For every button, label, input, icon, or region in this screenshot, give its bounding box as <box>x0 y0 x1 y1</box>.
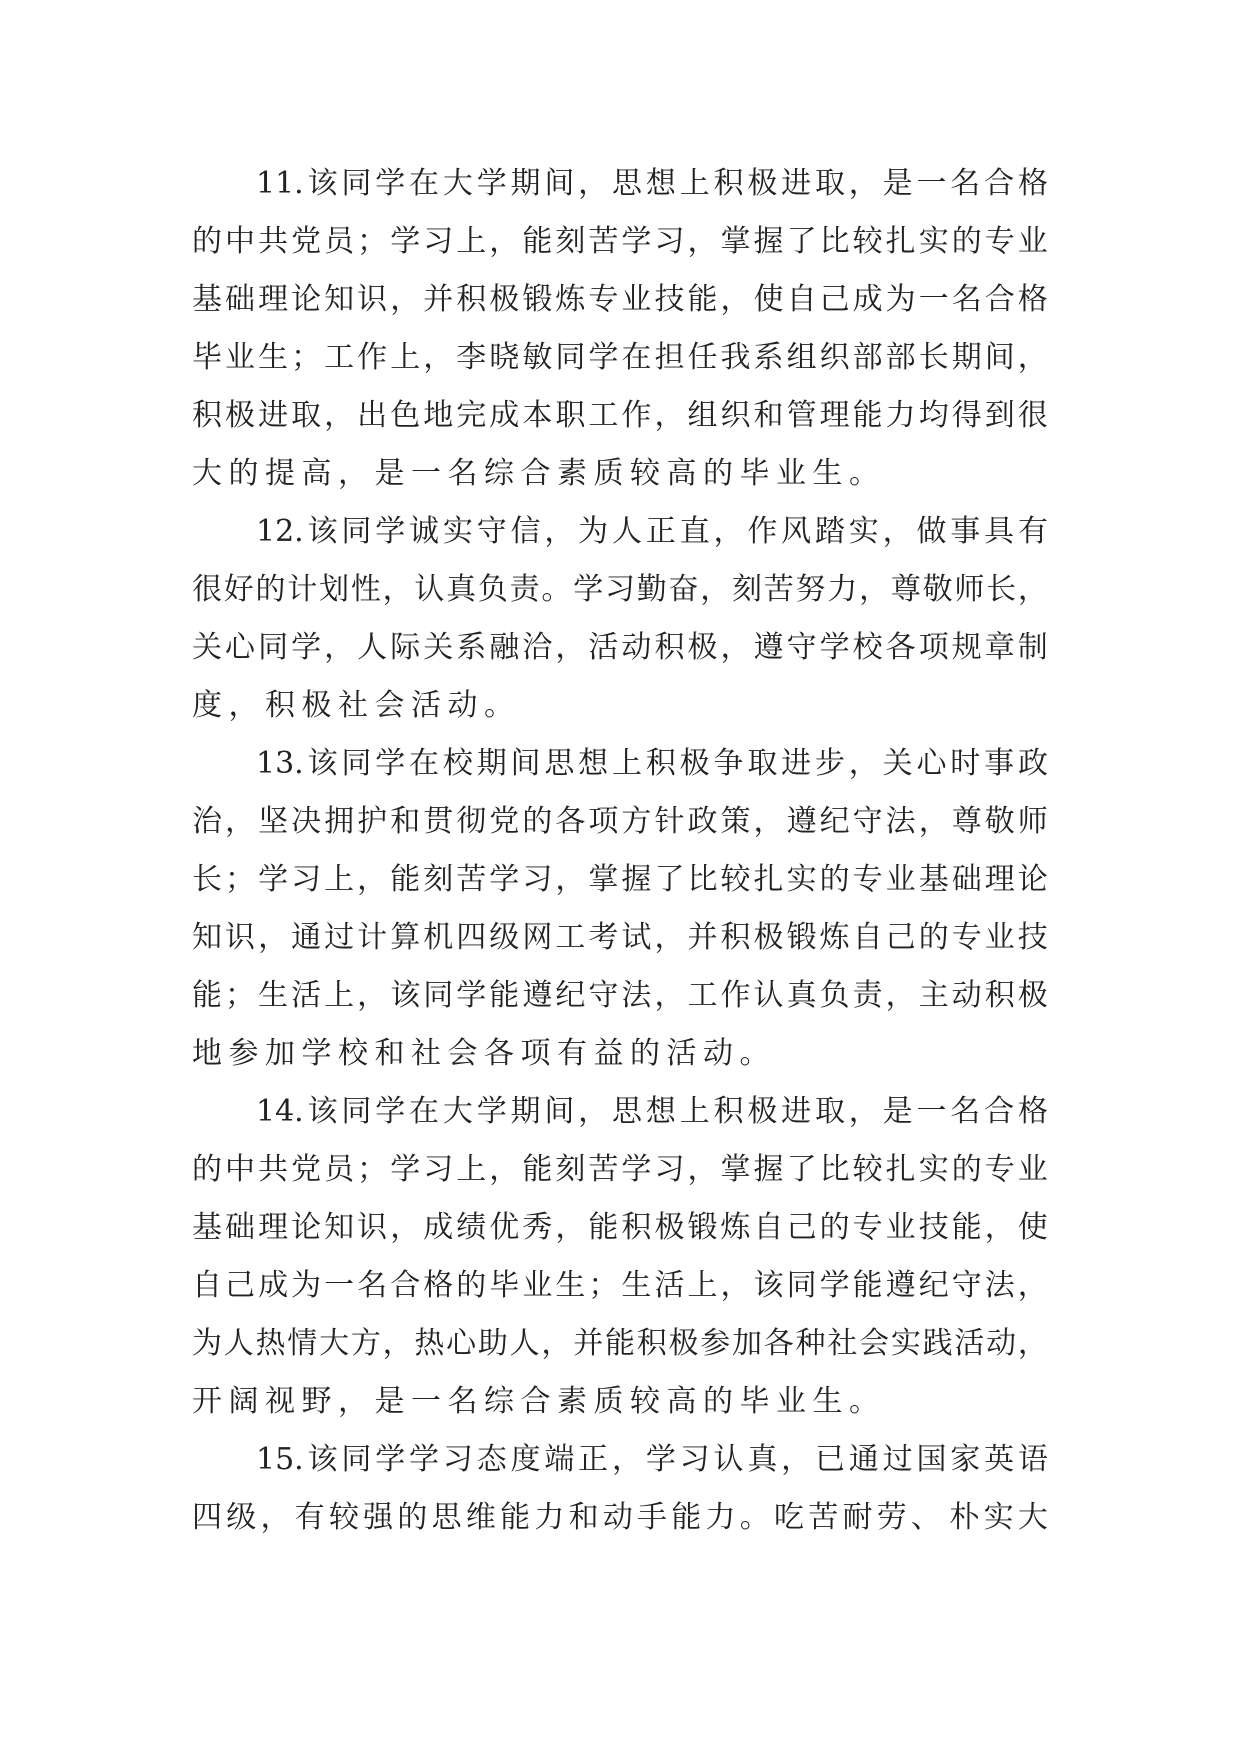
paragraph-line: 长 ； 学 习 上 ， 能 刻 苦 学 习 ， 掌 握 了 比 较 扎 实 的 专 业 基 础 理 论 <box>192 862 1048 897</box>
paragraph-line: 能 ； 生 活 上 ， 该 同 学 能 遵 纪 守 法 ， 工 作 认 真 负 责 ， 主 动 积 极 <box>192 978 1048 1013</box>
paragraph-line: 治 ， 坚 决 拥 护 和 贯 彻 党 的 各 项 方 针 政 策 ， 遵 纪 守 法 ， 尊 敬 师 <box>192 804 1048 839</box>
paragraph-line: 11. 该 同 学 在 大 学 期 间 ， 思 想 上 积 极 进 取 ， 是 一 名 合 格 <box>256 166 1048 201</box>
paragraph-line: 12. 该 同 学 诚 实 守 信 ， 为 人 正 直 ， 作 风 踏 实 ， 做 事 具 有 <box>256 514 1048 549</box>
paragraph-13 <box>192 735 1048 1083</box>
paragraph-line: 开阔视野，是一名综合素质较高的毕业生。 <box>192 1384 886 1419</box>
paragraph-line: 基 础 理 论 知 识 ， 并 积 极 锻 炼 专 业 技 能 ， 使 自 己 成 为 一 名 合 格 <box>192 282 1048 317</box>
paragraph-line: 积 极 进 取 ， 出 色 地 完 成 本 职 工 作 ， 组 织 和 管 理 能 力 均 得 到 很 <box>192 398 1048 433</box>
paragraph-line: 关 心 同 学 ， 人 际 关 系 融 洽 ， 活 动 积 极 ， 遵 守 学 校 各 项 规 章 制 <box>192 630 1048 665</box>
paragraph-line: 的 中 共 党 员 ； 学 习 上 ， 能 刻 苦 学 习 ， 掌 握 了 比 较 扎 实 的 专 业 <box>192 1152 1048 1187</box>
paragraph-line: 15. 该 同 学 学 习 态 度 端 正 ， 学 习 认 真 ， 已 通 过 国 家 英 语 <box>256 1442 1048 1477</box>
paragraph-line: 自 己 成 为 一 名 合 格 的 毕 业 生 ； 生 活 上 ， 该 同 学 能 遵 纪 守 法 ， <box>192 1268 1048 1303</box>
paragraph-line: 毕 业 生 ； 工 作 上 ， 李 晓 敏 同 学 在 担 任 我 系 组 织 部 部 长 期 间 ， <box>192 340 1048 375</box>
paragraph-line: 13. 该 同 学 在 校 期 间 思 想 上 积 极 争 取 进 步 ， 关 心 时 事 政 <box>256 746 1048 781</box>
paragraph-line: 度，积极社会活动。 <box>192 688 521 723</box>
document-page <box>192 155 1048 1547</box>
paragraph-line: 的 中 共 党 员 ； 学 习 上 ， 能 刻 苦 学 习 ， 掌 握 了 比 较 扎 实 的 专 业 <box>192 224 1048 259</box>
paragraph-line: 很 好 的 计 划 性 ， 认 真 负 责 。 学 习 勤 奋 ， 刻 苦 努 力 ， 尊 敬 师 长 ， <box>192 572 1048 607</box>
paragraph-line: 知 识 ， 通 过 计 算 机 四 级 网 工 考 试 ， 并 积 极 锻 炼 自 己 的 专 业 技 <box>192 920 1048 955</box>
paragraph-12 <box>192 503 1048 735</box>
paragraph-line: 基 础 理 论 知 识 ， 成 绩 优 秀 ， 能 积 极 锻 炼 自 己 的 专 业 技 能 ， 使 <box>192 1210 1048 1245</box>
paragraph-line: 大的提高，是一名综合素质较高的毕业生。 <box>192 456 886 491</box>
paragraph-15 <box>192 1431 1048 1547</box>
paragraph-line: 为 人 热 情 大 方 ， 热 心 助 人 ， 并 能 积 极 参 加 各 种 社 会 实 践 活 动 ， <box>192 1326 1048 1361</box>
paragraph-line: 14. 该 同 学 在 大 学 期 间 ， 思 想 上 积 极 进 取 ， 是 一 名 合 格 <box>256 1094 1048 1129</box>
document-body <box>192 155 1048 1547</box>
paragraph-14 <box>192 1083 1048 1431</box>
paragraph-line: 四 级 ， 有 较 强 的 思 维 能 力 和 动 手 能 力 。 吃 苦 耐 劳 、 朴 实 大 <box>192 1500 1048 1535</box>
paragraph-line: 地参加学校和社会各项有益的活动。 <box>192 1036 776 1071</box>
paragraph-11 <box>192 155 1048 503</box>
